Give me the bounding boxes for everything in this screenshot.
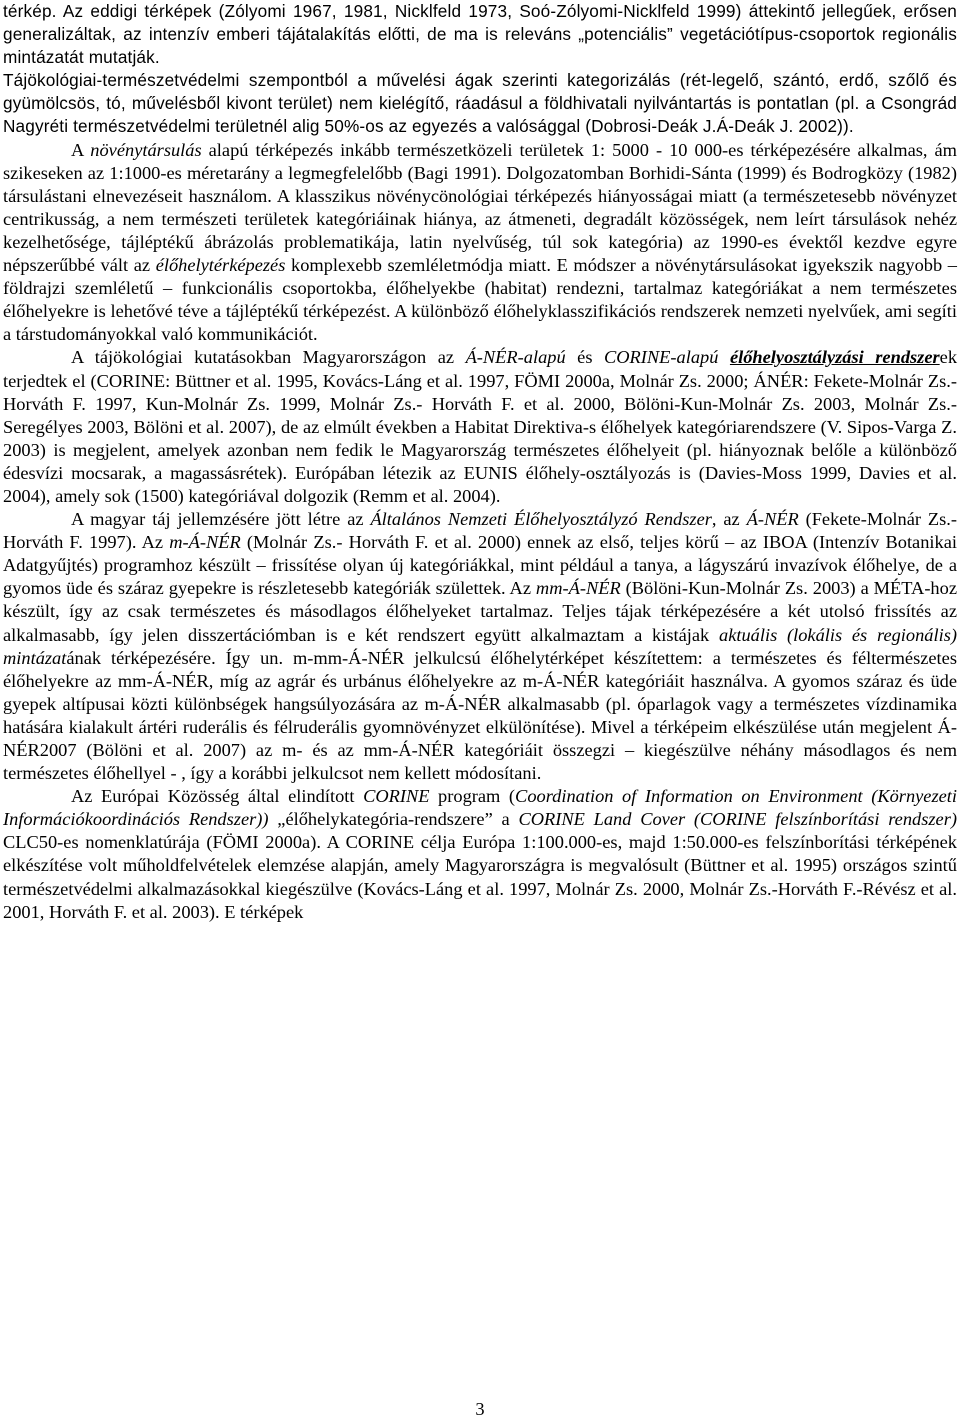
text-run: komplexebb szemléletmódja miatt. E módszer a növénytársulásokat igyekszik nagyobb –földrajzi szemléletű – funkcionális csoportokba, élőhelyekbe (habitat) rendezni, tartalmaz kategóriákat a nem természetes élőhelyekre is lehetővé téve a tájléptékű térképezést. A különböző élőhelyklasszifikációs rendszerek nemzeti nyelvűek, ami segíti a társtudományokkal való kommunikációt.	[3, 255, 957, 345]
text-run: A	[71, 139, 91, 160]
text-run: program (	[429, 786, 516, 807]
text-run: m-Á-NÉR	[169, 532, 241, 553]
text-run: ának térképezésére. Így un. m-mm-Á-NÉR jelkulcsú élőhelytérképet készítettem: a természetes és féltermészetes élőhelyekre az mm-Á-NÉR, míg az agrár és urbánus élőhelyekre az m-Á-NÉR kategóriáit használva. A gyomos száraz és üde gyepek altípusai közti különbségek hangsúlyozására az m-Á-NÉR alkalmasabb (pl. óparlagok vagy a természetes vízdinamika hatására kialakult ártéri ruderális és félruderális gyomnövényzet elkülönítése). Mivel a térképeim elkészülése után megjelent Á-NÉR2007 (Bölöni et al. 2007) az m- és az mm-Á-NÉR kategóriáit összegzi – kiegészülve néhány másodlagos és nem természetes élőhellyel - , így a korábbi jelkulcsot nem kellett módosítani.	[3, 647, 957, 784]
text-run: (Molnár Zs.- Horváth F. et al. 2000) ennek az első, teljes körű – az IBOA (Intenzív Botanikai Adatgyűjtés) programhoz készült – frissítése olyan új kategóriákkal, mint például a tanya, a lágyszárú invazívok élőhelye, de a gyomos üde és száraz gyepekre is részletesebb kategóriák születtek. Az	[3, 532, 957, 599]
paragraph-2	[3, 69, 957, 138]
body-text	[3, 0, 957, 924]
text-run: „élőhelykategória-rendszere” a	[268, 809, 519, 830]
paragraph-1	[3, 0, 957, 69]
text-run: Coordination of Information on Environment (Környezeti Információkoordinációs Rendszer))	[3, 786, 958, 830]
text-run	[718, 347, 730, 367]
text-run: Tájökológiai-természetvédelmi szempontból a művelési ágak szerinti kategorizálás (rét-legelő, szántó, erdő, szőlő és gyümölcsös, tó, művelésből kivont terület) nem kielégítő, ráadásul a földhivatali nyilvántartás is pontatlan (pl. a Csongrád Nagyréti természetvédelmi területnél alig 50%-os az egyezés a valósággal (Dobrosi-Deák J.Á-Deák J. 2002)).	[3, 70, 957, 137]
text-run: Az Európai Közösség által elindított	[71, 786, 364, 807]
text-run: Á-NÉR	[746, 509, 799, 530]
text-run: , az	[711, 509, 747, 530]
text-run: alapú térképezés inkább természetközeli területek 1: 5000 - 10 000-es térképezésére alkalmas, ám szikeseken az 1:1000-es méretarány a legmegfelelőbb (Bagi 1991). Dolgozatomban Borhidi-Sánta (1999) és Bodrogközy (1982) társulástani elnevezéseit használom. A klasszikus növénycönológiai térképezés hiányosságai miatt (a természetesebb növényzet centrikusság, a nem természeti területek kategóriáinak hiánya, az átmeneti, degradált közösségek, nem leírt társulások nehéz kezelhetősége, tájléptékű ábrázolás problematikája, latin nyelvűség, túl sok kategória) az 1990-es évektől kezdve egyre népszerűbbé vált az	[3, 139, 957, 276]
paragraph-4	[3, 346, 957, 508]
text-run: élőhelytérképezés	[155, 255, 286, 276]
text-run: és	[565, 347, 604, 368]
text-run: növénytársulás	[90, 139, 202, 160]
page-number: 3	[475, 1399, 485, 1419]
text-run: térkép. Az eddigi térképek (Zólyomi 1967, 1981, Nicklfeld 1973, Soó-Zólyomi-Nicklfeld 1999) áttekintő jellegűek, erősen generalizáltak, az intenzív emberi tájátalakítás előtti, de ma is releváns „potenciális” vegetációtípus-csoportok regionális mintázatát mutatják.	[3, 1, 957, 68]
text-run: ek terjedtek el (CORINE: Büttner et al. 1995, Kovács-Láng et al. 1997, FÖMI 2000a, Molnár Zs. 2000; ÁNÉR: Fekete-Molnár Zs.-Horváth F. 1997, Kun-Molnár Zs. 1999, Molnár Zs.- Horváth F. et al. 2000, Bölöni-Kun-Molnár Zs. 2003, Molnár Zs.-Seregélyes 2003, Bölöni et al. 2007), de az elmúlt években a Habitat Direktiva-s élőhelyek kategóriarendszere (V. Sipos-Varga Z. 2003) is megjelent, amelyek azonban nem fedik le Magyarország természetes élőhelyeit (pl. hiányoznak belőle a különböző édesvízi mocsarak, a magassásrétek). Európában létezik az EUNIS élőhely-osztályozás is (Davies-Moss 1999, Davies et al. 2004), amely sok (1500) kategóriával dolgozik (Remm et al. 2004).	[3, 347, 958, 506]
paragraph-6	[3, 785, 957, 924]
text-run: CLC50-es nomenklatúrája (FÖMI 2000a). A CORINE célja Európa 1:100.000-es, majd 1:50.000-es felszínborítási térképének elkészítése volt műholdfelvételek elemzése alapján, amely Magyarországra is megvalósult (Büttner et al. 1995) országos szintű természetvédelmi alkalmazásokkal kiegészülve (Kovács-Láng et al. 1997, Molnár Zs. 2000, Molnár Zs.-Horváth F.-Révész et al. 2001, Horváth F. et al. 2003). E térképek	[3, 832, 957, 922]
paragraph-5	[3, 508, 957, 785]
text-run: Általános Nemzeti Élőhelyosztályzó Rendszer	[370, 509, 712, 530]
text-run: (Bölöni-Kun-Molnár Zs. 2003) a MÉTA-hoz készült, így az csak természetes és másodlagos élőhelyeket tartalmaz. Teljes tájak térképezésére a két utolsó frissítés az alkalmasabb, így jelen disszertációmban is e két rendszert együtt alkalmaztam a kistájak	[3, 578, 957, 645]
document-page	[3, 0, 957, 924]
text-run: CORINE Land Cover (CORINE felszínborítási rendszer)	[518, 809, 957, 830]
paragraph-3	[3, 139, 957, 347]
text-run: CORINE	[363, 786, 430, 807]
text-run: Á-NÉR-alapú	[465, 347, 566, 368]
text-run: A magyar táj jellemzésére jött létre az	[71, 509, 371, 530]
text-run: aktuális (lokális és regionális) mintázat	[3, 624, 957, 668]
text-run: mm-Á-NÉR	[535, 578, 621, 599]
text-run: élőhelyosztályzási rendszer	[729, 347, 940, 368]
text-run: (Fekete-Molnár Zs.-Horváth F. 1997). Az	[3, 509, 957, 553]
text-run: A tájökológiai kutatásokban Magyarországon az	[71, 347, 466, 368]
text-run: CORINE-alapú	[604, 347, 719, 368]
